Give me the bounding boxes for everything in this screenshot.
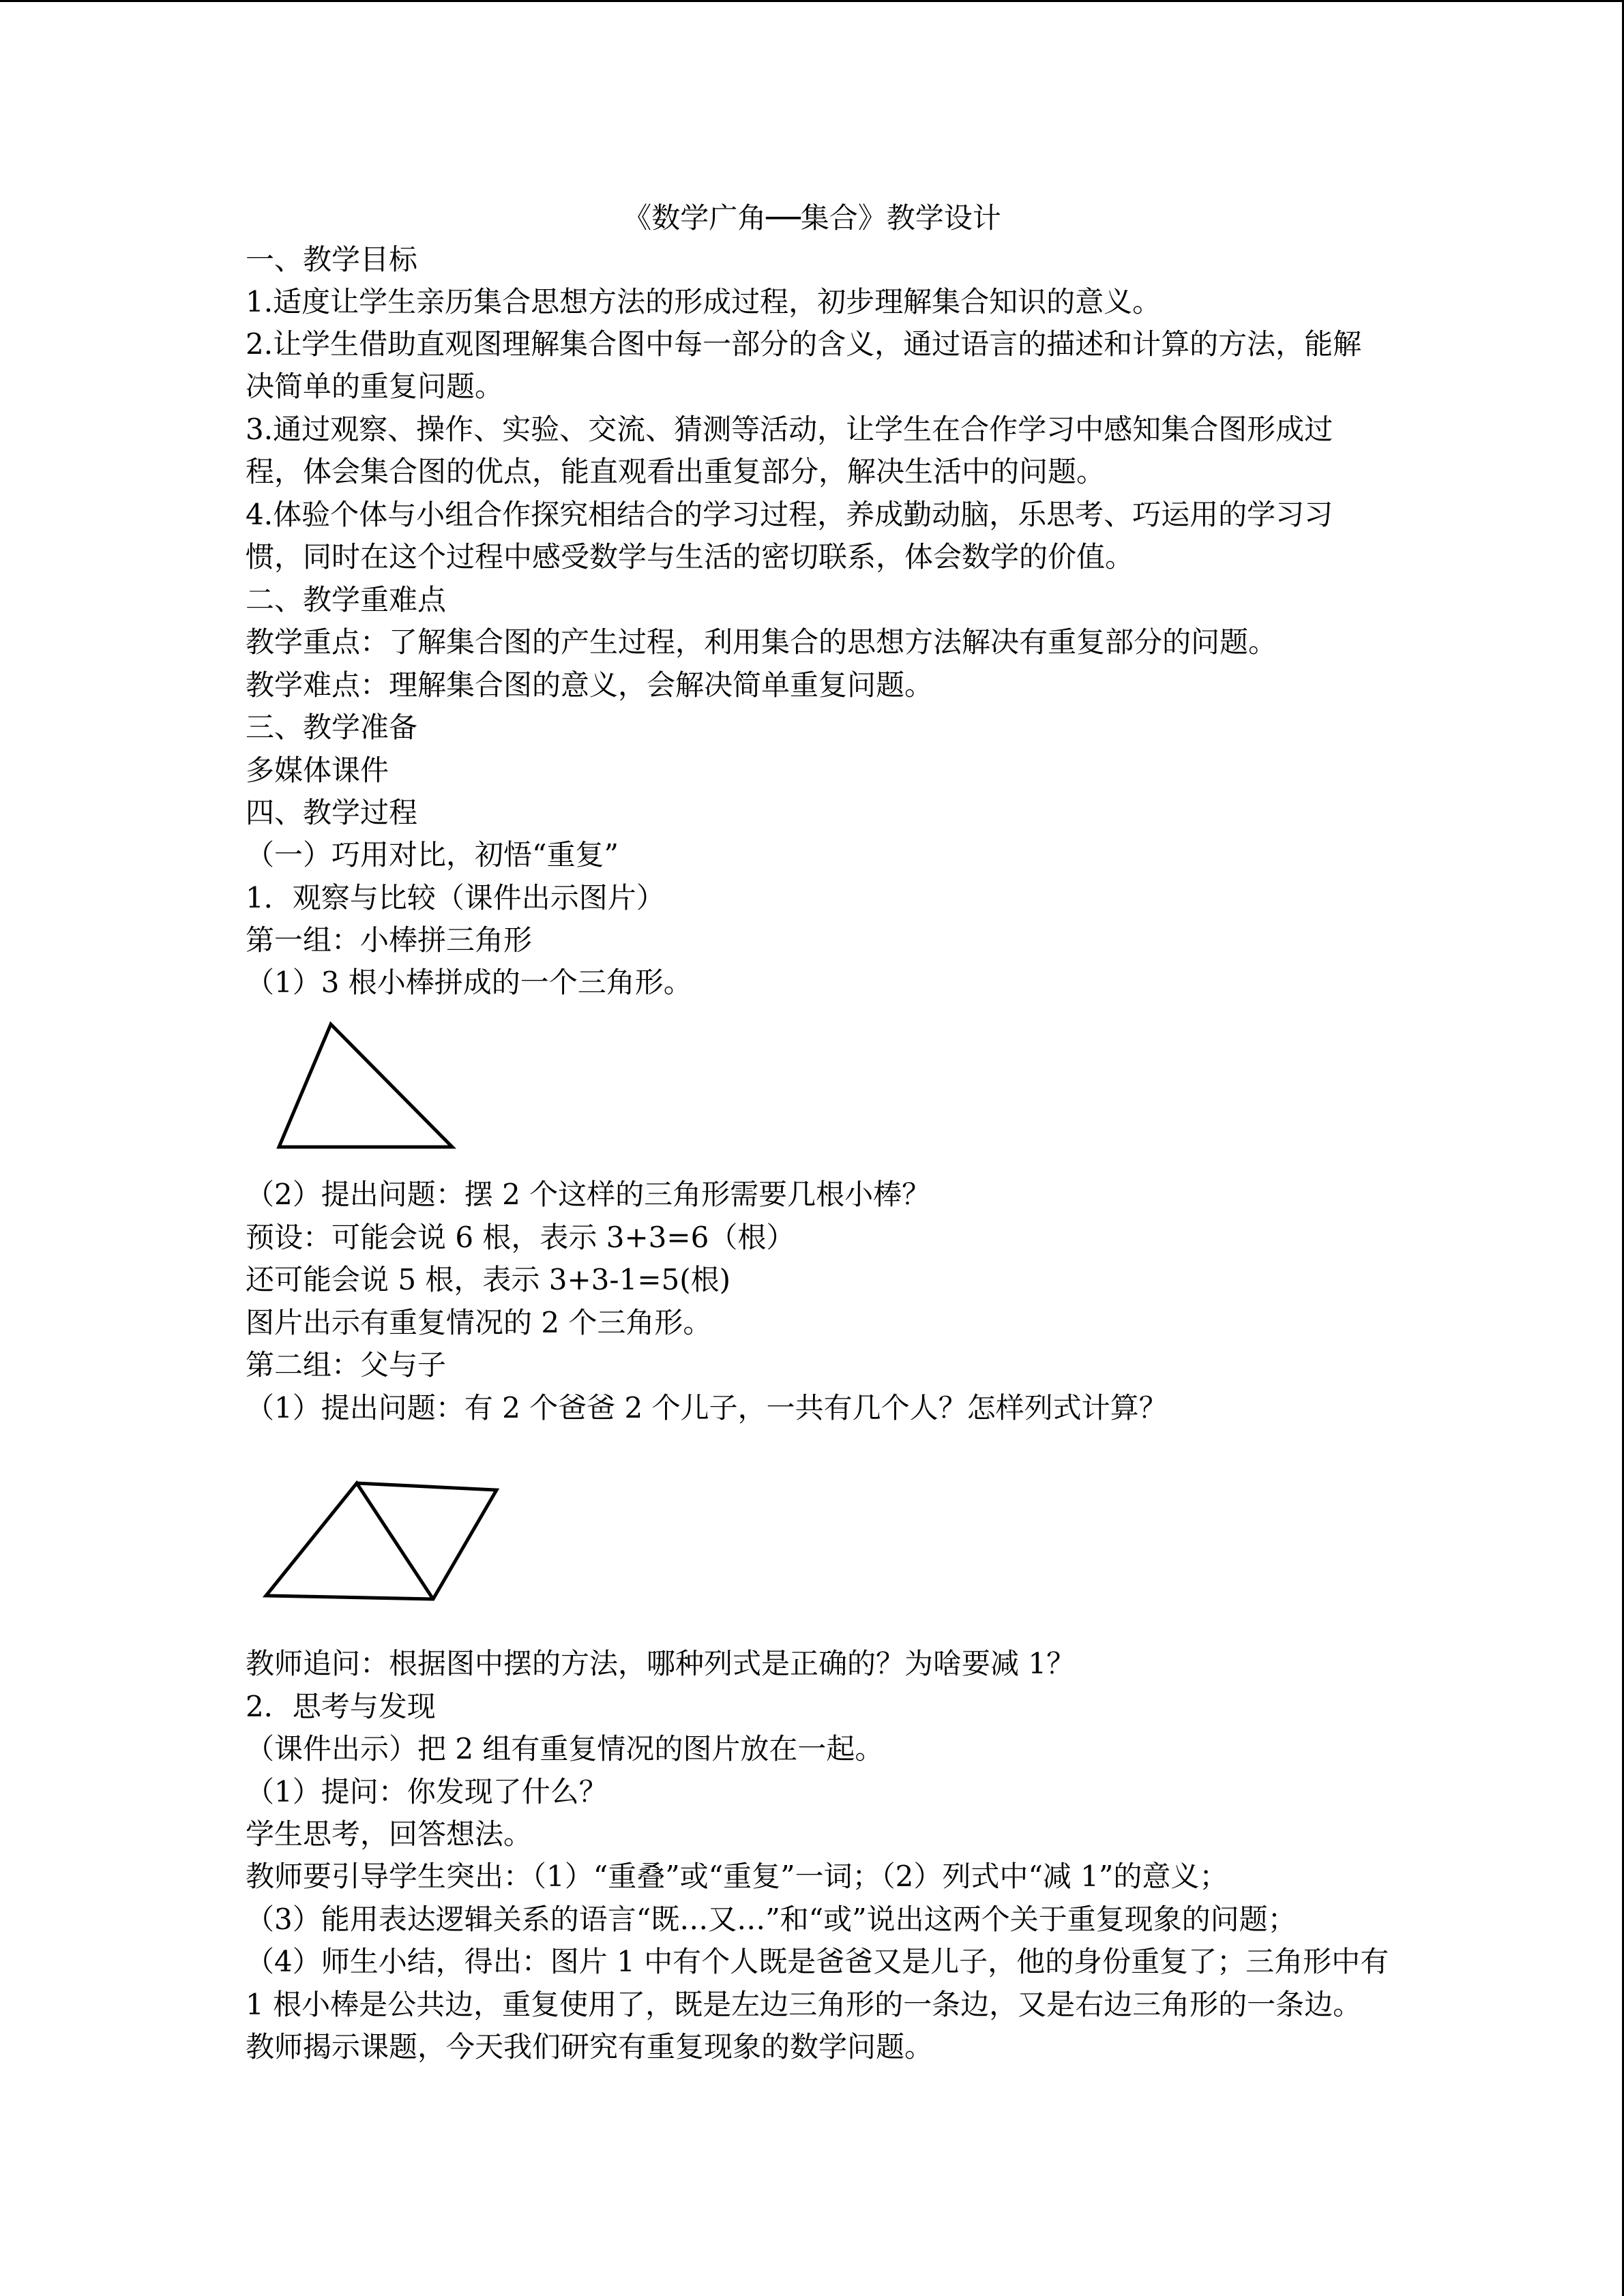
- difficult-point: 教学难点：理解集合图的意义，会解决简单重复问题。: [246, 668, 934, 702]
- objective-item: 1.适度让学生亲历集合思想方法的形成过程，初步理解集合知识的意义。: [246, 285, 1162, 318]
- objective-item: 4.体验个体与小组合作探究相结合的学习过程，养成勤动脑，乐思考、巧运用的学习习: [246, 498, 1333, 531]
- preparation-content: 多媒体课件: [246, 754, 389, 787]
- topic-reveal: 教师揭示课题，今天我们研究有重复现象的数学问题。: [246, 2030, 934, 2063]
- students-response: 学生思考，回答想法。: [246, 1817, 533, 1851]
- preset-answer: 预设：可能会说 6 根，表示 3+3=6（根）: [246, 1221, 795, 1254]
- part1-heading: （一）巧用对比，初悟“重复”: [246, 838, 619, 871]
- group1-item: （1）3 根小棒拼成的一个三角形。: [246, 966, 692, 999]
- guidance-text: （3）能用表达逻辑关系的语言“既…又…”和“或”说出这两个关于重复现象的问题；: [246, 1903, 1297, 1936]
- objective-item: 惯，同时在这个过程中感受数学与生活的密切联系，体会数学的价值。: [246, 540, 1134, 573]
- section-heading-objectives: 一、教学目标: [246, 243, 418, 276]
- section-heading-process: 四、教学过程: [246, 796, 418, 829]
- question-item: （1）提问：你发现了什么？: [246, 1775, 608, 1808]
- group2-heading: 第二组：父与子: [246, 1348, 447, 1382]
- triangle-shape: [279, 1024, 452, 1147]
- objective-item: 程，体会集合图的优点，能直观看出重复部分，解决生活中的问题。: [246, 455, 1106, 488]
- guidance-text: 1 根小棒是公共边，重复使用了，既是左边三角形的一条边，又是右边三角形的一条边。: [246, 1988, 1362, 2021]
- two-triangles-figure: [259, 1476, 505, 1609]
- single-triangle-figure: [269, 1016, 464, 1156]
- document-title: 《数学广角──集合》教学设计: [623, 201, 1001, 235]
- group1-item: （2）提出问题：摆 2 个这样的三角形需要几根小棒？: [246, 1178, 931, 1211]
- section-heading-key-points: 二、教学重难点: [246, 583, 447, 616]
- preset-answer: 还可能会说 5 根，表示 3+3-1=5(根): [246, 1263, 731, 1296]
- group2-item: （1）提出问题：有 2 个爸爸 2 个儿子，一共有几个人？怎样列式计算？: [246, 1391, 1168, 1425]
- step2-heading: 2．思考与发现: [246, 1690, 436, 1723]
- objective-item: 3.通过观察、操作、实验、交流、猜测等活动，让学生在合作学习中感知集合图形成过: [246, 413, 1333, 446]
- shared-edge-triangles-shape: [266, 1483, 497, 1599]
- guidance-text: （4）师生小结，得出：图片 1 中有个人既是爸爸又是儿子，他的身份重复了；三角形中有: [246, 1945, 1389, 1978]
- group1-heading: 第一组：小棒拼三角形: [246, 923, 533, 957]
- section-heading-preparation: 三、教学准备: [246, 711, 418, 744]
- courseware-note: （课件出示）把 2 组有重复情况的图片放在一起。: [246, 1732, 884, 1765]
- step1-heading: 1．观察与比较（课件出示图片）: [246, 881, 665, 914]
- objective-item: 2.让学生借助直观图理解集合图中每一部分的含义，通过语言的描述和计算的方法，能解: [246, 327, 1362, 361]
- key-point: 教学重点：了解集合图的产生过程，利用集合的思想方法解决有重复部分的问题。: [246, 625, 1278, 659]
- top-border-line: [0, 0, 1624, 2]
- figure-description: 图片出示有重复情况的 2 个三角形。: [246, 1306, 712, 1339]
- guidance-text: 教师要引导学生突出：（1）“重叠”或“重复”一词；（2）列式中“减 1”的意义；: [246, 1860, 1228, 1893]
- teacher-question: 教师追问：根据图中摆的方法，哪种列式是正确的？为啥要减 1？: [246, 1647, 1076, 1680]
- objective-item: 决简单的重复问题。: [246, 370, 504, 403]
